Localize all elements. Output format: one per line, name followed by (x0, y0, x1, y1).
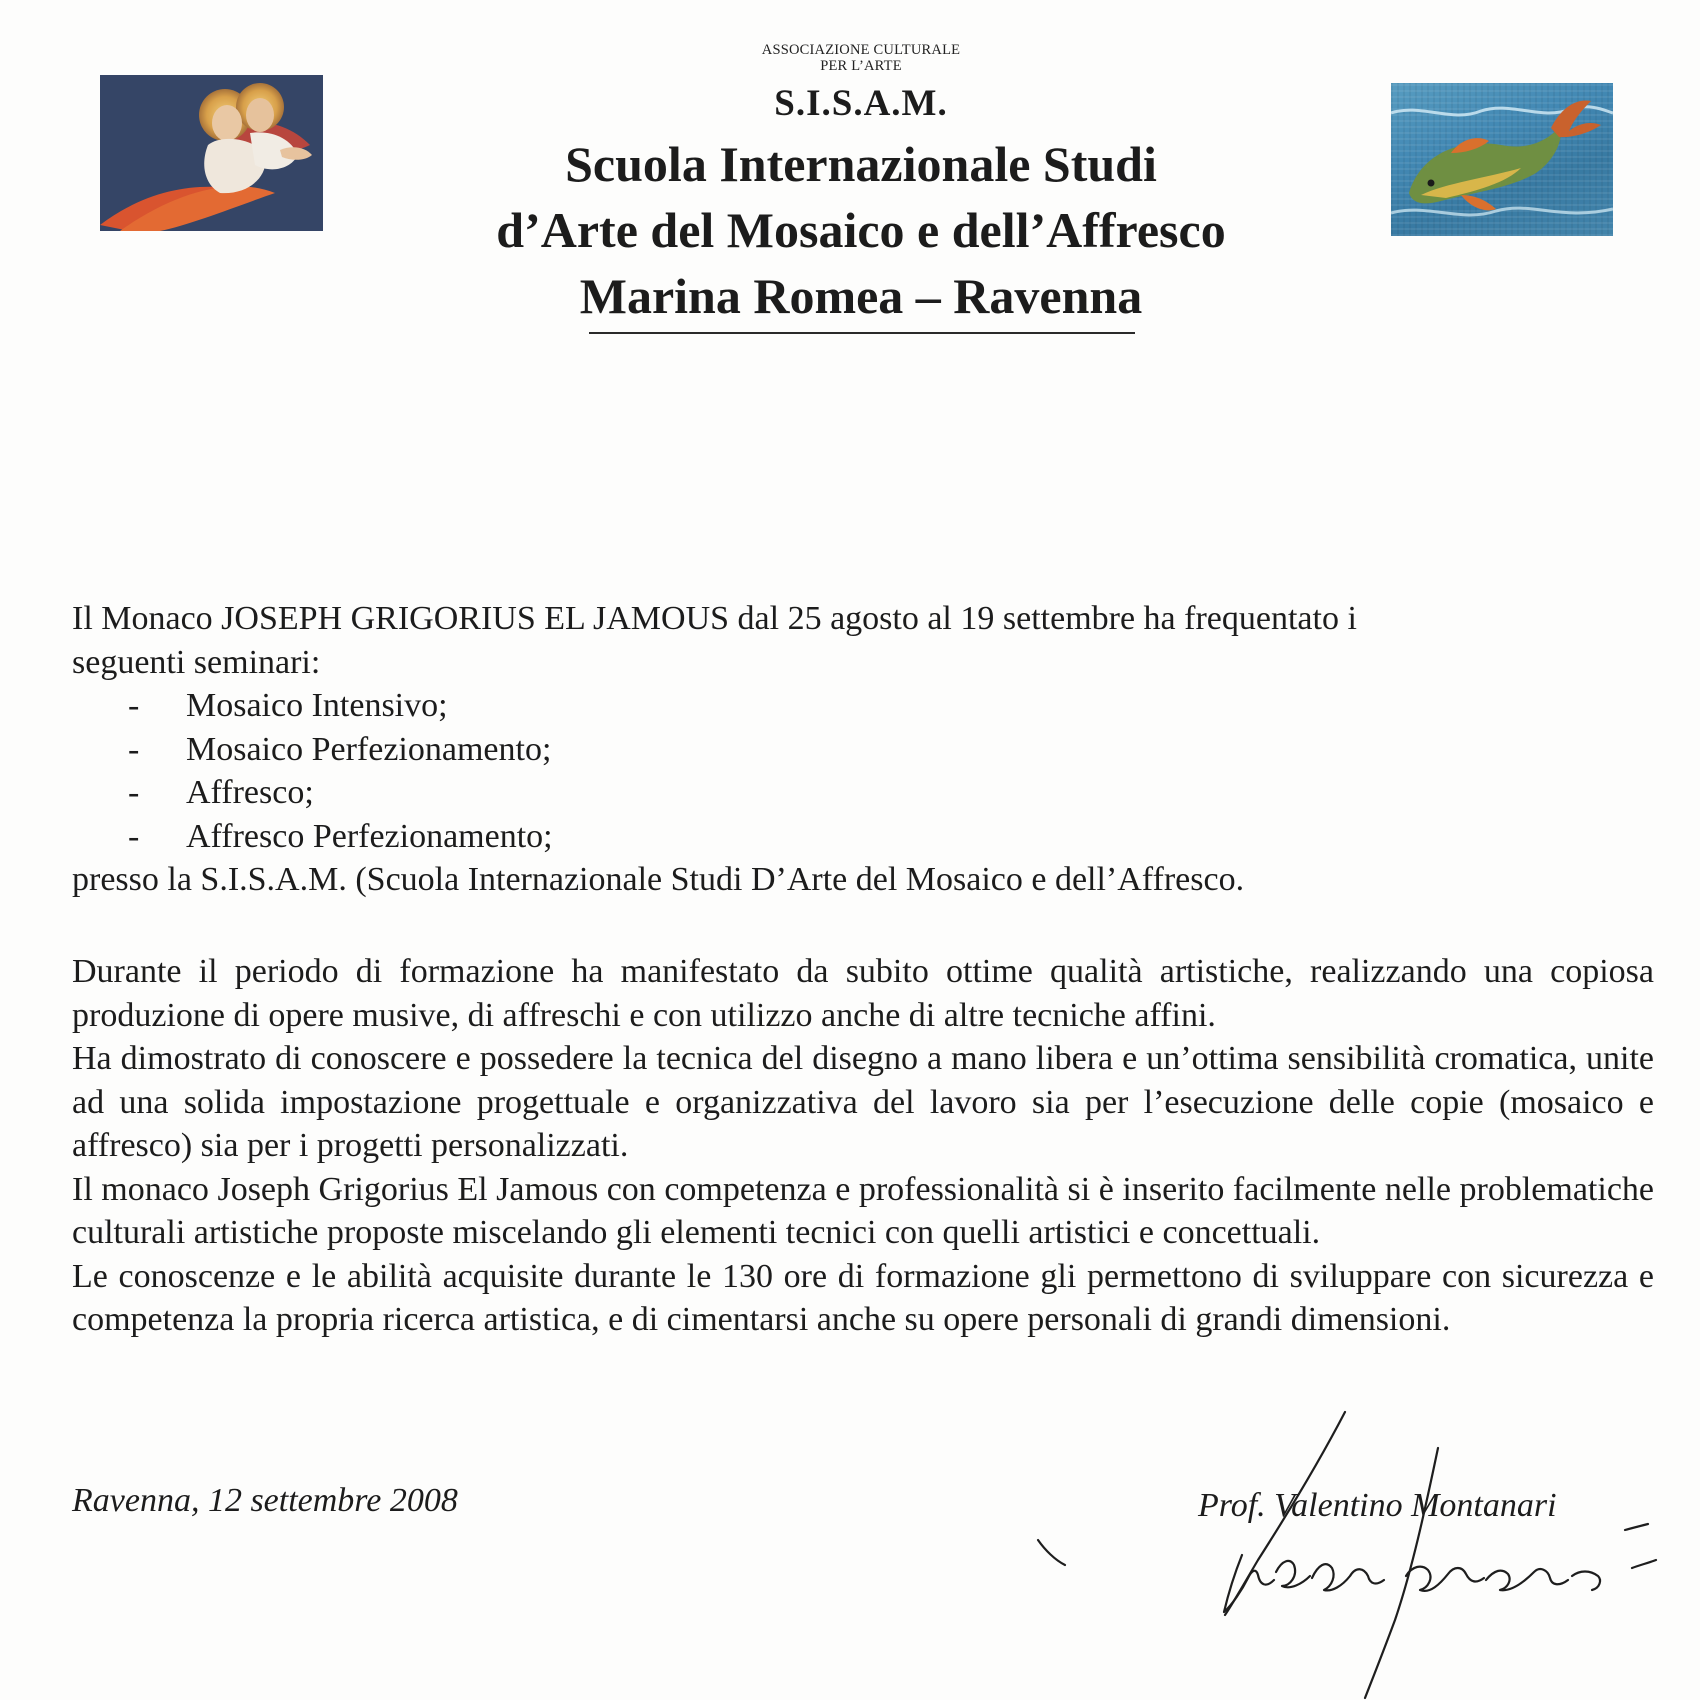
association-label (0, 42, 1700, 74)
list-bullet: - (128, 817, 140, 855)
evaluation-text (72, 950, 1654, 1342)
school-acronym: S.I.S.A.M. (774, 83, 948, 124)
school-name-line-1: Scuola Internazionale Studi (565, 136, 1157, 192)
list-item (72, 684, 1654, 728)
fresco-angels-image (100, 75, 323, 231)
seminar-name: Mosaico Intensivo; (186, 687, 448, 724)
association-line-2: PER L’ARTE (820, 58, 902, 74)
list-item (72, 771, 1654, 815)
paragraph-training-period: Durante il periodo di formazione ha manifestato da subito ottime qualità artistiche, realizzando una copiosa produzione di opere musive, di affreschi e con utilizzo anche di altre tecniche affini. (72, 953, 1654, 1034)
list-item (72, 728, 1654, 772)
place-and-date: Ravenna, 12 settembre 2008 (72, 1482, 458, 1519)
list-item (72, 815, 1654, 859)
intro-line-1: Il Monaco JOSEPH GRIGORIUS EL JAMOUS dal 25 agosto al 19 settembre ha frequentato i (72, 600, 1357, 637)
association-line-1: ASSOCIAZIONE CULTURALE (761, 42, 961, 58)
seminar-name: Affresco Perfezionamento; (186, 817, 553, 855)
paragraph-acquired-skills: Le conoscenze e le abilità acquisite durante le 130 ore di formazione gli permettono di sviluppare con sicurezza e competenza la propria ricerca artistica, e di cimentarsi anche su opere personali di grandi dimensioni. (72, 1257, 1654, 1338)
paragraph-professionalism: Il monaco Joseph Grigorius El Jamous con competenza e professionalità si è inserito facilmente nelle problematiche culturali artistiche proposte miscelando gli elementi tecnici con quelli artistici e concettuali. (72, 1170, 1654, 1251)
list-bullet: - (128, 687, 140, 724)
list-bullet: - (128, 730, 140, 768)
school-name-line-2: d’Arte del Mosaico e dell’Affresco (496, 202, 1226, 258)
seminar-list (72, 684, 1654, 858)
list-bullet: - (128, 774, 140, 811)
school-location: Marina Romea – Ravenna (579, 268, 1143, 324)
paragraph-drawing-skills: Ha dimostrato di conoscere e possedere la tecnica del disegno a mano libera e un’ottima sensibilità cromatica, unite ad una solida impostazione progettuale e organizzativa del lavoro sia per l’esecuzione delle copie (mosaico e affresco) sia per i progetti personalizzati. (72, 1040, 1654, 1164)
seminar-name: Mosaico Perfezionamento; (186, 730, 552, 768)
handwritten-signature (1020, 1400, 1680, 1700)
intro-block (72, 597, 1654, 902)
intro-line-2: seguenti seminari: (72, 643, 321, 681)
seminar-name: Affresco; (186, 774, 314, 811)
intro-closing: presso la S.I.S.A.M. (Scuola Internazionale Studi D’Arte del Mosaico e dell’Affresco. (72, 861, 1245, 898)
signatory-name: Prof. Valentino Montanari (1198, 1487, 1557, 1524)
mosaic-dolphin-image (1391, 83, 1613, 236)
header-underline (589, 332, 1135, 334)
